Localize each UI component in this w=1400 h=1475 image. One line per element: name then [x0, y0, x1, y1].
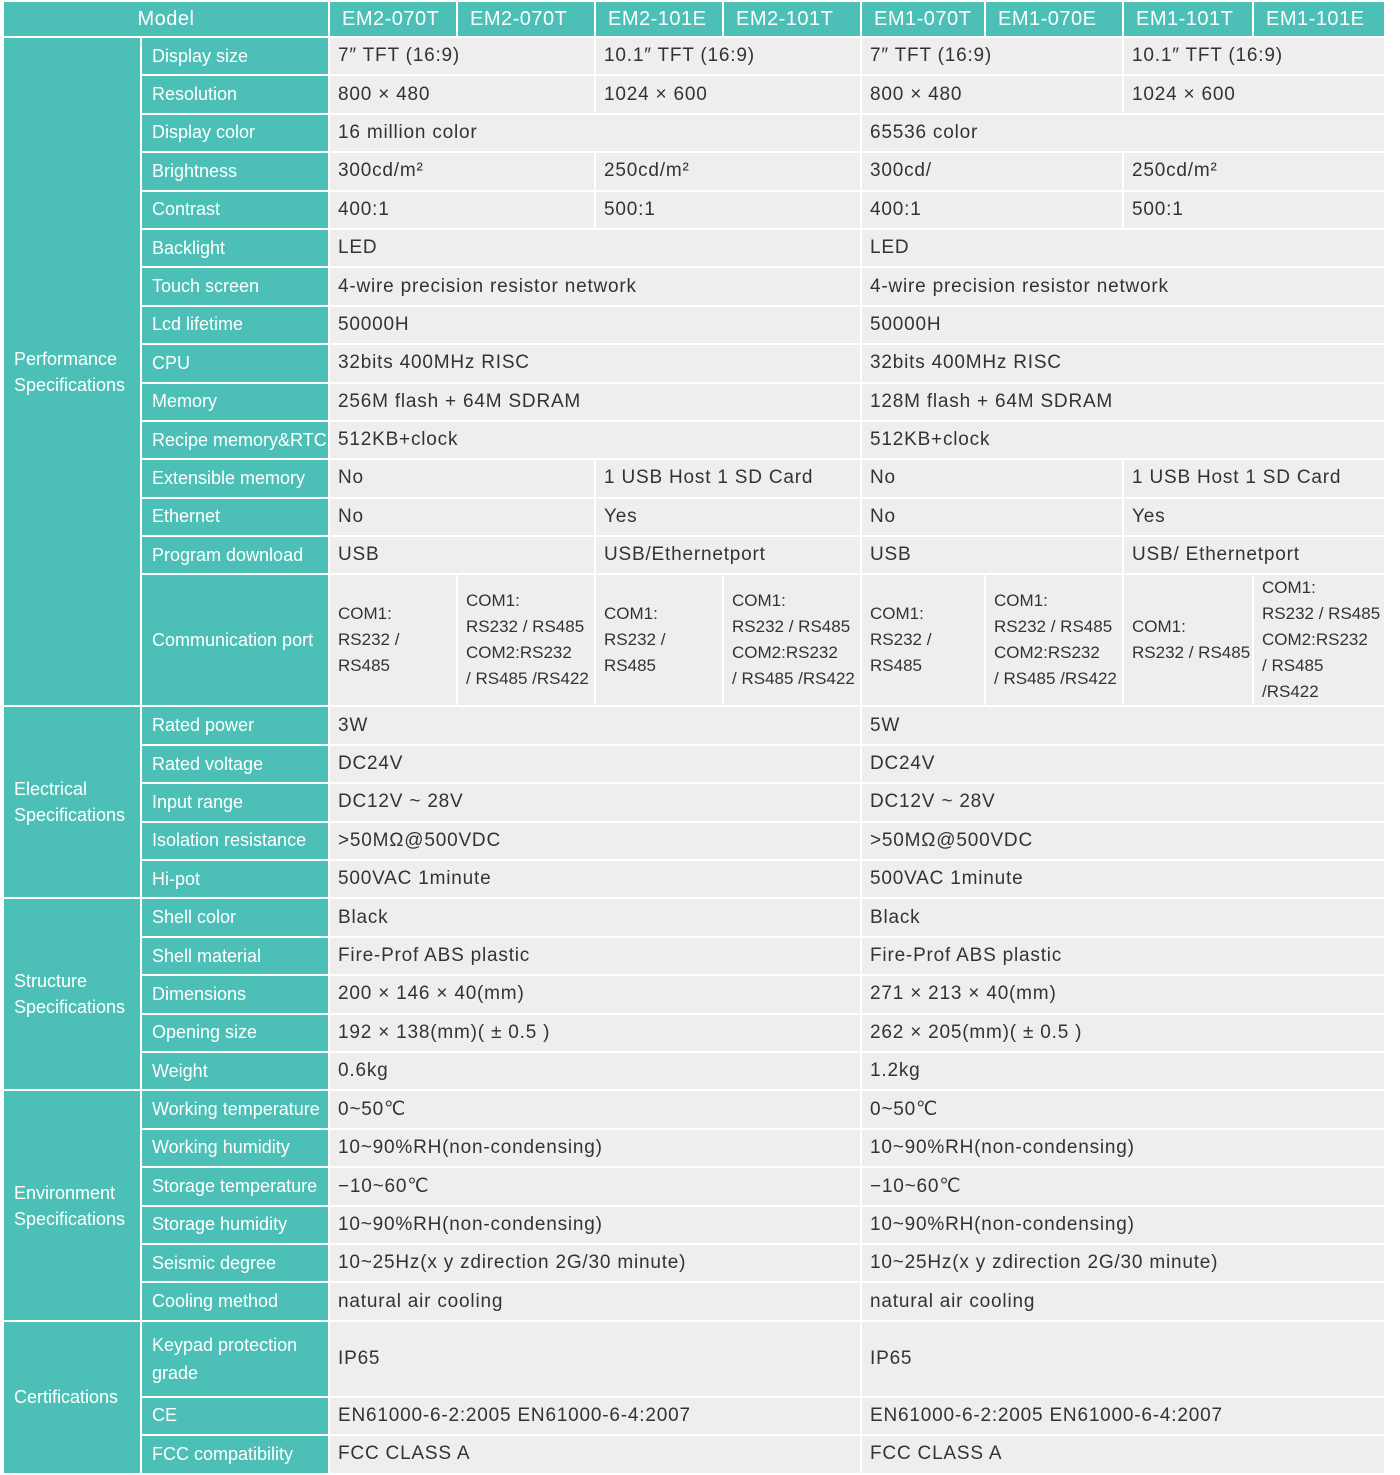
spec-row-keypad-protection [3, 1321, 1385, 1397]
value-cell: >50MΩ@500VDC [329, 822, 861, 860]
spec-row-shell-material [3, 937, 1385, 975]
value-cell: 800 × 480 [861, 75, 1123, 113]
port-line: COM2:RS232 [732, 643, 838, 663]
value-cell: 50000H [861, 306, 1385, 344]
port-cell-single [329, 574, 457, 706]
row-label: Lcd lifetime [141, 306, 329, 344]
port-line: COM2:RS232 [466, 643, 572, 663]
value-cell: 10~90%RH(non-condensing) [861, 1206, 1385, 1244]
spec-row-hi-pot [3, 860, 1385, 898]
port-cell-dual [723, 574, 861, 706]
spec-row-shell-color [3, 898, 1385, 936]
value-cell: 4-wire precision resistor network [861, 267, 1385, 305]
port-cell-single [861, 574, 985, 706]
value-cell: DC24V [329, 745, 861, 783]
spec-row-opening-size [3, 1014, 1385, 1052]
value-cell: 10~25Hz(x y zdirection 2G/30 minute) [329, 1244, 861, 1282]
port-cell-single [1123, 574, 1253, 706]
value-cell: natural air cooling [861, 1282, 1385, 1320]
spec-row-storage-humidity [3, 1206, 1385, 1244]
value-cell: 10~90%RH(non-condensing) [329, 1206, 861, 1244]
spec-row-lcd-lifetime [3, 306, 1385, 344]
value-cell: 32bits 400MHz RISC [329, 344, 861, 382]
spec-table [2, 0, 1386, 1475]
value-cell: DC12V ~ 28V [329, 783, 861, 821]
row-label: Hi-pot [141, 860, 329, 898]
value-cell: 512KB+clock [861, 421, 1385, 459]
port-line: COM1: [466, 591, 520, 611]
spec-row-extensible-memory [3, 459, 1385, 497]
value-cell: 10~25Hz(x y zdirection 2G/30 minute) [861, 1244, 1385, 1282]
value-cell: DC12V ~ 28V [861, 783, 1385, 821]
value-cell: 271 × 213 × 40(mm) [861, 975, 1385, 1013]
value-cell: 500VAC 1minute [861, 860, 1385, 898]
port-line: COM1: [1262, 578, 1316, 598]
model-col-header: EM1-070T [861, 1, 985, 37]
model-col-header: EM2-101T [723, 1, 861, 37]
spec-row-backlight [3, 229, 1385, 267]
row-label: FCC compatibility [141, 1435, 329, 1473]
row-label: Display size [141, 37, 329, 75]
port-cell-single [595, 574, 723, 706]
row-label: Communication port [141, 574, 329, 706]
value-cell: 65536 color [861, 114, 1385, 152]
row-label: Extensible memory [141, 459, 329, 497]
value-cell: 0.6kg [329, 1052, 861, 1090]
value-cell: >50MΩ@500VDC [861, 822, 1385, 860]
section-environment: Environment Specifications [3, 1090, 141, 1320]
value-cell: No [861, 498, 1123, 536]
section-performance: Performance Specifications [3, 37, 141, 706]
value-cell: 262 × 205(mm)( ± 0.5 ) [861, 1014, 1385, 1052]
row-label: Input range [141, 783, 329, 821]
row-label: CPU [141, 344, 329, 382]
value-cell: USB [861, 536, 1123, 574]
value-cell: DC24V [861, 745, 1385, 783]
value-cell: 7″ TFT (16:9) [329, 37, 595, 75]
row-label: Opening size [141, 1014, 329, 1052]
row-label: Shell material [141, 937, 329, 975]
value-cell: EN61000-6-2:2005 EN61000-6-4:2007 [861, 1397, 1385, 1435]
spec-row-isolation-resistance [3, 822, 1385, 860]
value-cell: 10.1″ TFT (16:9) [595, 37, 861, 75]
value-cell: LED [861, 229, 1385, 267]
row-label: Recipe memory&RTC [141, 421, 329, 459]
spec-row-resolution [3, 75, 1385, 113]
value-cell: Yes [1123, 498, 1385, 536]
port-line: COM1: [994, 591, 1048, 611]
value-cell: 1 USB Host 1 SD Card [1123, 459, 1385, 497]
spec-row-seismic-degree [3, 1244, 1385, 1282]
spec-row-ethernet [3, 498, 1385, 536]
port-cell-dual [457, 574, 595, 706]
value-cell: Black [861, 898, 1385, 936]
spec-row-working-humidity [3, 1129, 1385, 1167]
value-cell: No [861, 459, 1123, 497]
row-label: Brightness [141, 152, 329, 190]
port-line: RS232 / RS485 [466, 617, 585, 637]
port-line: COM2:RS232 [1262, 630, 1368, 650]
row-label: Dimensions [141, 975, 329, 1013]
port-line: COM1: [338, 604, 392, 624]
port-line: COM1: [1132, 617, 1186, 637]
value-cell: FCC CLASS A [861, 1435, 1385, 1473]
value-cell: 5W [861, 706, 1385, 744]
value-cell: LED [329, 229, 861, 267]
value-cell: 500:1 [595, 191, 861, 229]
row-label: CE [141, 1397, 329, 1435]
value-cell: Black [329, 898, 861, 936]
port-line: COM1: [604, 604, 658, 624]
value-cell: 300cd/ [861, 152, 1123, 190]
port-line: COM2:RS232 [994, 643, 1100, 663]
row-label: Shell color [141, 898, 329, 936]
port-line: RS232 / RS485 [870, 630, 932, 676]
value-cell: natural air cooling [329, 1282, 861, 1320]
port-line: RS232 / RS485 [1262, 604, 1381, 624]
value-cell: 7″ TFT (16:9) [861, 37, 1123, 75]
port-line: / RS485 /RS422 [1262, 656, 1324, 702]
row-label: Rated voltage [141, 745, 329, 783]
value-cell: 32bits 400MHz RISC [861, 344, 1385, 382]
model-col-header: EM2-070T [457, 1, 595, 37]
value-cell: IP65 [329, 1321, 861, 1397]
row-label: Isolation resistance [141, 822, 329, 860]
port-line: COM1: [870, 604, 924, 624]
row-label: Rated power [141, 706, 329, 744]
value-cell: 250cd/m² [1123, 152, 1385, 190]
spec-row-display-color [3, 114, 1385, 152]
value-cell: 250cd/m² [595, 152, 861, 190]
model-col-header: EM1-101T [1123, 1, 1253, 37]
value-cell: No [329, 459, 595, 497]
value-cell: −10~60℃ [861, 1167, 1385, 1205]
row-label: Memory [141, 383, 329, 421]
port-line: RS232 / RS485 [604, 630, 666, 676]
value-cell: IP65 [861, 1321, 1385, 1397]
row-label: Display color [141, 114, 329, 152]
row-label: Touch screen [141, 267, 329, 305]
value-cell: USB/ Ethernetport [1123, 536, 1385, 574]
spec-row-touch-screen [3, 267, 1385, 305]
spec-row-recipe-memory [3, 421, 1385, 459]
spec-row-storage-temperature [3, 1167, 1385, 1205]
value-cell: 0~50℃ [329, 1090, 861, 1128]
value-cell: 16 million color [329, 114, 861, 152]
value-cell: 128M flash + 64M SDRAM [861, 383, 1385, 421]
row-label: Cooling method [141, 1282, 329, 1320]
section-electrical: Electrical Specifications [3, 706, 141, 898]
value-cell: USB [329, 536, 595, 574]
row-label: Working humidity [141, 1129, 329, 1167]
spec-row-input-range [3, 783, 1385, 821]
value-cell: 1024 × 600 [1123, 75, 1385, 113]
row-label: Working temperature [141, 1090, 329, 1128]
value-cell: 200 × 146 × 40(mm) [329, 975, 861, 1013]
row-label: Ethernet [141, 498, 329, 536]
model-col-header: EM2-101E [595, 1, 723, 37]
row-label: Keypad protection grade [141, 1321, 329, 1397]
value-cell: 1024 × 600 [595, 75, 861, 113]
row-label: Storage humidity [141, 1206, 329, 1244]
row-label: Resolution [141, 75, 329, 113]
value-cell: 400:1 [329, 191, 595, 229]
spec-row-rated-voltage [3, 745, 1385, 783]
spec-row-rated-power [3, 706, 1385, 744]
spec-row-working-temperature [3, 1090, 1385, 1128]
row-label: Weight [141, 1052, 329, 1090]
model-col-header: EM2-070T [329, 1, 457, 37]
value-cell: Fire-Prof ABS plastic [861, 937, 1385, 975]
spec-row-ce [3, 1397, 1385, 1435]
value-cell: 500VAC 1minute [329, 860, 861, 898]
value-cell: 800 × 480 [329, 75, 595, 113]
spec-row-memory [3, 383, 1385, 421]
port-line: RS232 / RS485 [1132, 643, 1251, 663]
spec-row-program-download [3, 536, 1385, 574]
port-line: COM1: [732, 591, 786, 611]
value-cell: 10.1″ TFT (16:9) [1123, 37, 1385, 75]
value-cell: EN61000-6-2:2005 EN61000-6-4:2007 [329, 1397, 861, 1435]
value-cell: 1.2kg [861, 1052, 1385, 1090]
value-cell: 512KB+clock [329, 421, 861, 459]
value-cell: 192 × 138(mm)( ± 0.5 ) [329, 1014, 861, 1052]
value-cell: 10~90%RH(non-condensing) [329, 1129, 861, 1167]
spec-row-cooling-method [3, 1282, 1385, 1320]
row-label: Storage temperature [141, 1167, 329, 1205]
value-cell: Fire-Prof ABS plastic [329, 937, 861, 975]
port-line: / RS485 /RS422 [732, 669, 855, 689]
header-row [3, 1, 1385, 37]
row-label: Program download [141, 536, 329, 574]
spec-row-communication-port [3, 574, 1385, 706]
spec-row-contrast [3, 191, 1385, 229]
value-cell: 4-wire precision resistor network [329, 267, 861, 305]
section-certifications: Certifications [3, 1321, 141, 1474]
value-cell: 256M flash + 64M SDRAM [329, 383, 861, 421]
row-label: Backlight [141, 229, 329, 267]
value-cell: No [329, 498, 595, 536]
spec-row-display-size [3, 37, 1385, 75]
port-cell-dual [985, 574, 1123, 706]
port-line: RS232 / RS485 [994, 617, 1113, 637]
value-cell: 50000H [329, 306, 861, 344]
row-label: Seismic degree [141, 1244, 329, 1282]
port-line: RS232 / RS485 [338, 630, 400, 676]
value-cell: 400:1 [861, 191, 1123, 229]
section-structure: Structure Specifications [3, 898, 141, 1090]
model-col-header: EM1-101E [1253, 1, 1385, 37]
spec-row-brightness [3, 152, 1385, 190]
value-cell: 0~50℃ [861, 1090, 1385, 1128]
spec-row-weight [3, 1052, 1385, 1090]
value-cell: Yes [595, 498, 861, 536]
model-header: Model [3, 1, 329, 37]
port-line: RS232 / RS485 [732, 617, 851, 637]
value-cell: 1 USB Host 1 SD Card [595, 459, 861, 497]
value-cell: 300cd/m² [329, 152, 595, 190]
value-cell: FCC CLASS A [329, 1435, 861, 1473]
value-cell: USB/Ethernetport [595, 536, 861, 574]
value-cell: 10~90%RH(non-condensing) [861, 1129, 1385, 1167]
port-line: / RS485 /RS422 [994, 669, 1117, 689]
port-cell-dual [1253, 574, 1385, 706]
value-cell: 500:1 [1123, 191, 1385, 229]
spec-row-dimensions [3, 975, 1385, 1013]
model-col-header: EM1-070E [985, 1, 1123, 37]
row-label: Contrast [141, 191, 329, 229]
value-cell: −10~60℃ [329, 1167, 861, 1205]
spec-row-cpu [3, 344, 1385, 382]
spec-row-fcc [3, 1435, 1385, 1473]
value-cell: 3W [329, 706, 861, 744]
port-line: / RS485 /RS422 [466, 669, 589, 689]
